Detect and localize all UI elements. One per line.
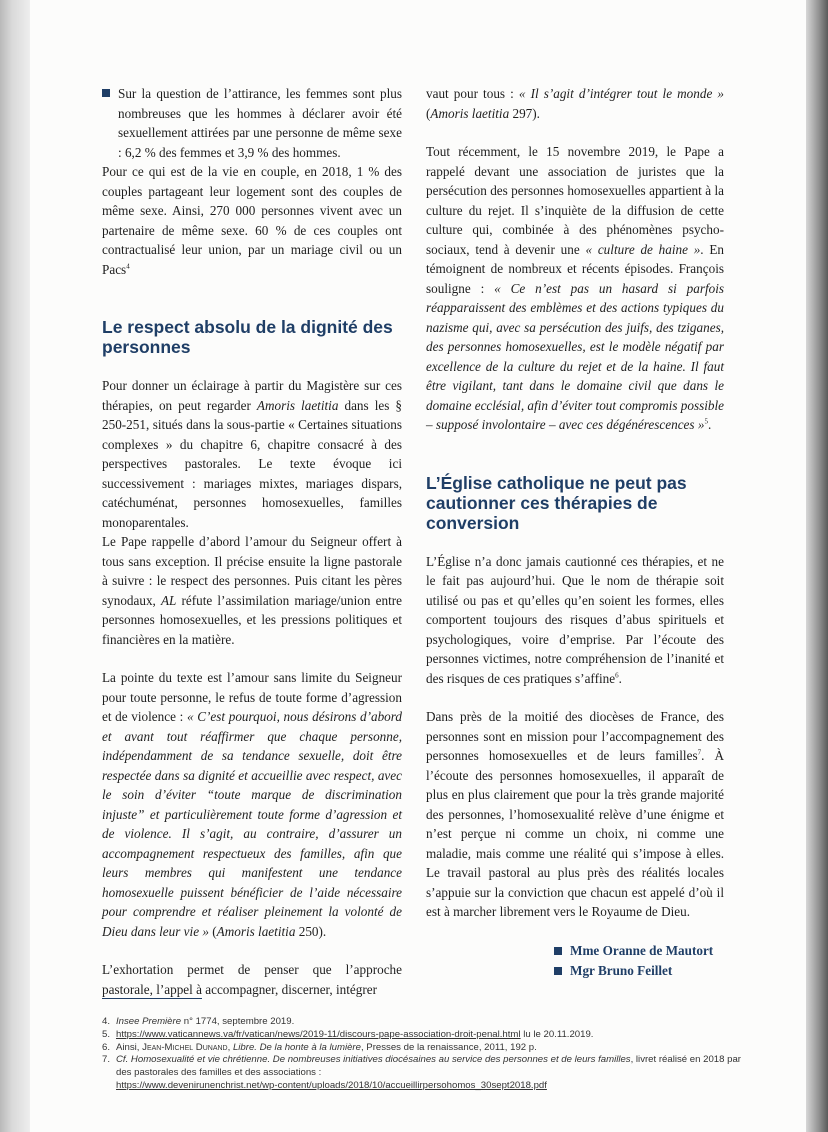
paragraph-exhortation: L’exhortation permet de penser que l’approche pastorale, l’appel à accompagner, discerner, intégrer: [102, 962, 402, 997]
paragraph-couples: Pour ce qui est de la vie en couple, en 2018, 1 % des couples partageant leur logement sont des couples de même sexe. Ainsi, 270 000 personnes vivent avec un partenaire de même sexe. 60 % de ces couples ont contractualisé leur union, par un mariage civil ou un Pacs$^4$: [102, 164, 402, 277]
footnote-link-devenirunenchrist[interactable]: https://www.devenirunenchrist.net/wp-content/uploads/2018/10/accueillirpersohomos_30sept2018.pdf: [116, 1079, 547, 1091]
square-bullet-icon: [554, 947, 562, 955]
square-bullet-icon: [554, 967, 562, 975]
signature-name: Mme Oranne de Mautort: [570, 942, 714, 958]
paragraph-integrer: vaut pour tous : « Il s’agit d’intégrer tout le monde » (Amoris laetitia 297).: [426, 86, 724, 121]
footnotes: [102, 1016, 752, 1093]
footnote-ref-7[interactable]: 7: [697, 748, 702, 757]
paragraph-pointe: La pointe du texte est l’amour sans limite du Seigneur pour toute personne, le refus de toute forme d’agression et de violence : « C’est pourquoi, nous désirons d’abord et avant tout réaffirmer que chaque personne, indépendamment de sa tendance sexuelle, doit être respectée dans sa dignité et accueillie avec respect, avec le soin d’éviter “toute marque de discrimination injuste” et particulièrement toute forme d’agression et de violence. Il s’agit, au contraire, d’assurer un accompagnement respectueux des familles, afin que leurs membres qui manifestent une tendance homosexuelle puissent bénéficier de l’aide nécessaire pour comprendre et réaliser pleinement la volonté de Dieu dans leur vie » (Amoris laetitia 250).: [102, 670, 403, 939]
footnote-5: 5. https://www.vaticannews.va/fr/vatican/news/2019-11/discours-pape-association-droit-penal.html lu le 20.11.2019.: [102, 1028, 594, 1040]
page-edge-left: [0, 0, 30, 1132]
signatures: [426, 941, 724, 981]
section-heading-eglise: L’Église catholique ne peut pas cautionner ces thérapies de conversion: [426, 472, 687, 533]
paragraph-magistere: Pour donner un éclairage à partir du Magistère sur ces thérapies, on peut regarder Amoris laetitia dans les § 250-251, situés dans la sous-partie « Certaines situations complexes » du chapitre 6, chapitre consacré à des perspectives pastorales. Le texte évoque ici successivement : mariages mixtes, mariages dispars, catéchuménat, personnes homosexuelles, familles monoparentales.: [102, 378, 402, 530]
signature-row: [554, 941, 724, 961]
paragraph-pape: Le Pape rappelle d’abord l’amour du Seigneur offert à tous sans exception. Il précise ensuite la ligne pastorale à suivre : le respect des personnes. Puis citant les pères synodaux, AL réfute l’assimilation mariage/union entre personnes homosexuelles, et les pressions politiques et financières en la matière.: [102, 534, 402, 647]
signature-row: [554, 961, 724, 981]
footnote-7: 7. Cf. Homosexualité et vie chrétienne. De nombreuses initiatives diocésaines au service des personnes et de leurs familles, livret réalisé en 2018 par des pastorales des familles et des associations : https://www.devenirunenchrist.net/wp-content/uploads/2018/10/accueillirpersohomos_30sept2018.pdf: [102, 1054, 741, 1091]
footnote-link-vaticannews[interactable]: https://www.vaticannews.va/fr/vatican/news/2019-11/discours-pape-association-droit-penal.html: [116, 1028, 521, 1040]
footnote-divider: [102, 998, 202, 999]
paragraph-recemment: Tout récemment, le 15 novembre 2019, le Pape a rappelé devant une association de juristes que la persécution des personnes homosexuelles appartient à la culture du rejet. Il s’inquiète de la diffusion de cette culture qui, combinée à des phénomènes psycho-sociaux, tend à devenir une « culture de haine ». En témoignent de nombreux et récents épisodes. François souligne : « Ce n’est pas un hasard si parfois réapparaissent des emblèmes et des actions typiques du nazisme qui, avec sa persécution des juifs, des tziganes, des personnes homosexuelles, est le modèle négatif par excellence de la culture du rejet et de la haine. Il faut être vigilant, tant dans le domaine civil que dans le domaine ecclésial, afin d’éviter tout compromis possible – supposé involontaire – avec ces dégénérescences »$^5$.: [426, 144, 725, 432]
page-edge-right: [806, 0, 828, 1132]
signature-name: Mgr Bruno Feillet: [570, 962, 673, 978]
paragraph-dioceses: Dans près de la moitié des diocèses de France, des personnes sont en mission pour l’accompagnement des personnes homosexuelles et de leurs familles$^7$. À l’écoute des personnes homosexuelles, il apparaît de plus en plus clairement que pour la très grande majorité des personnes, l’homosexualité relève d’une énigme et n’est perçue ni comme un choix, ni comme une maladie, mais comme une réalité qui s’impose à elles. Le travail pastoral au plus près des réalités locales s’appuie sur la conviction que chacun est appelé d’où il est à marcher librement vers le Royaume de Dieu.: [426, 709, 724, 919]
document-page: [30, 0, 806, 1132]
bullet-text: Sur la question de l’attirance, les femmes sont plus nombreuses que les hommes à déclarer avoir été sexuellement attirées par une personne de même sexe : 6,2 % des femmes et 3,9 % des hommes.: [118, 86, 402, 160]
footnote-ref-5[interactable]: 5: [704, 417, 708, 426]
paragraph-eglise: L’Église n’a donc jamais cautionné ces thérapies, et ne le fait pas aujourd’hui. Que le nom de thérapie soit utilisé ou pas et qu’elles qu’en soient les formes, elles comportent toujours des risques d’abus spirituels et psychologiques, voire d’emprise. Par l’écoute des personnes victimes, notre compréhension de l’inanité et des risques de ces pratiques s’affine$^6$.: [426, 553, 724, 686]
footnote-ref-6[interactable]: 6: [615, 671, 619, 680]
footnote-4: 4. Insee Première n° 1774, septembre 2019.: [102, 1016, 295, 1027]
right-column: [426, 84, 724, 981]
left-column: [102, 84, 402, 999]
statistics-bullet: [102, 84, 402, 162]
footnote-6: 6. Ainsi, Jean-Michel Dunand, Libre. De la honte à la lumière, Presses de la renaissance, 2011, 192 p.: [102, 1041, 537, 1053]
footnote-ref-4[interactable]: 4: [126, 262, 130, 271]
square-bullet-icon: [102, 89, 110, 97]
section-heading-dignity: Le respect absolu de la dignité des personnes: [102, 317, 393, 357]
